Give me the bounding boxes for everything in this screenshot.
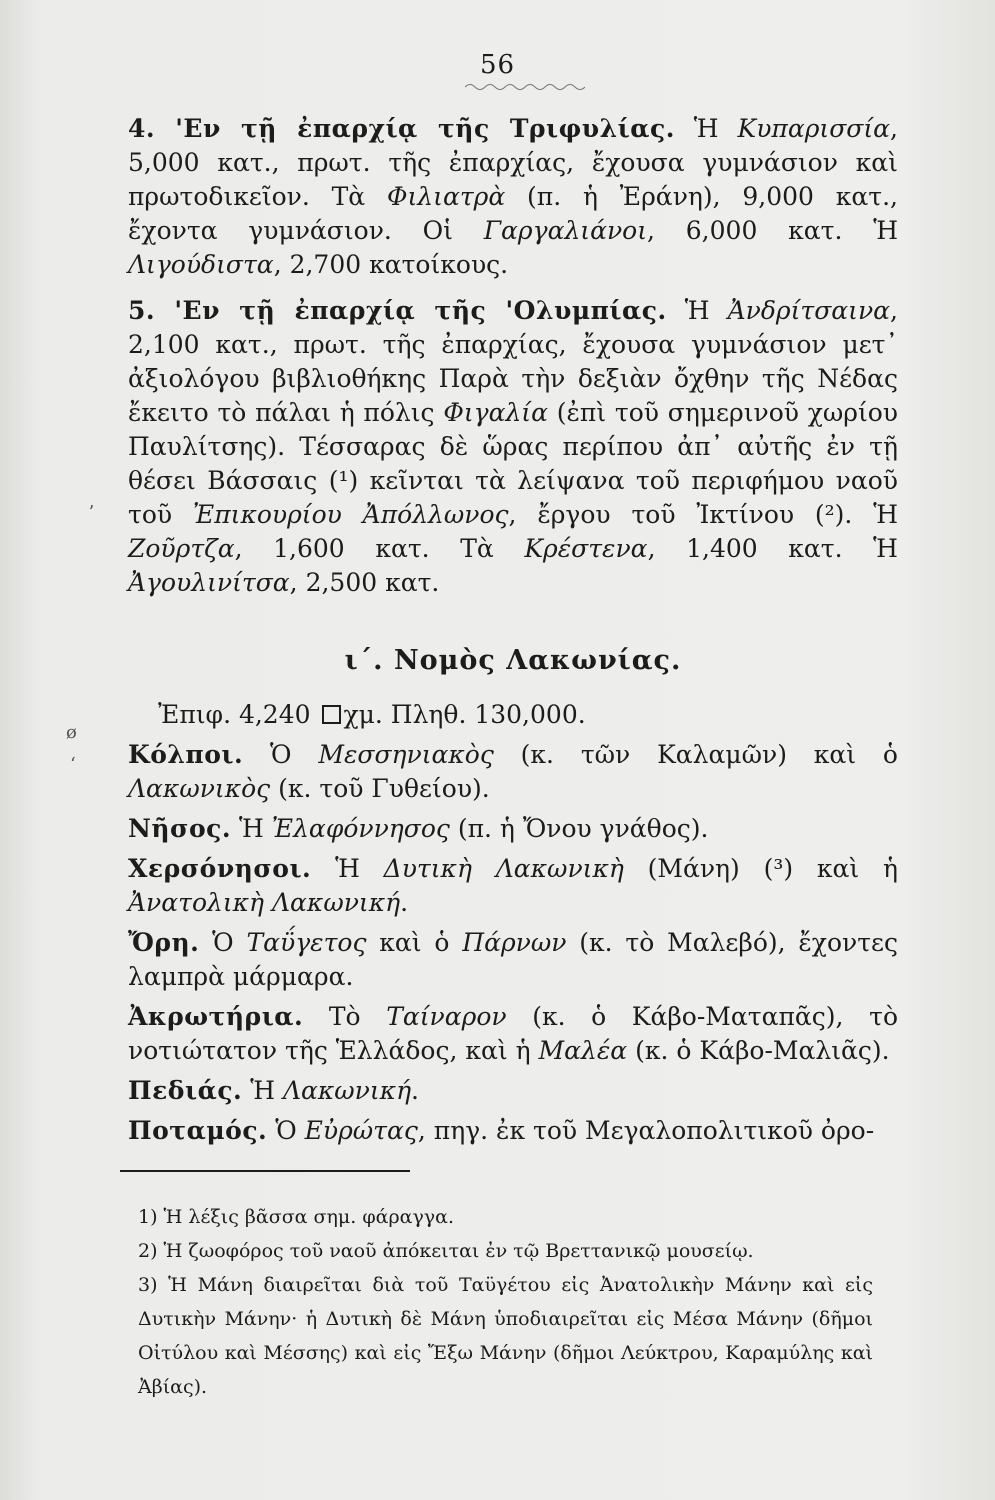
margin-mark: ʻ [70,754,76,775]
text-run: Ἡ [242,1076,283,1105]
footnotes [138,1200,873,1404]
text-run: Ἡ [674,114,738,143]
text-run: Ὁ [267,1116,305,1145]
topic-entry [128,812,898,846]
footnote: 3) Ἡ Μάνη διαιρεῖται διὰ τοῦ Ταϋγέτου εἰς Ἀνατολικὴν Μάνην καὶ εἰς Δυτικὴν Μάνην· ἡ Δυτικὴ δὲ Μάνη ὑποδιαιρεῖται εἰς Μέσα Μάνην (δῆμοι Οἰτύλου καὶ Μέσσης) καὶ εἰς Ἔξω Μάνην (δῆμοι Λεύκτρου, Καραμύλης καὶ Ἀβίας). [138,1274,873,1398]
italic-name: Ἀνατολικὴ Λακωνική [128,888,401,917]
paragraphs [128,112,898,600]
topic-heading: Νῆσος. [128,814,232,843]
paragraph-number: 5. [128,296,175,325]
topic-entry [128,738,898,806]
topic-heading: Χερσόνησοι. [128,854,312,883]
topic-heading: Κόλποι. [128,740,244,769]
italic-name: Λιγούδιστα [128,250,274,279]
paragraph [128,112,898,282]
italic-name: Λακωνικὸς [128,774,271,803]
italic-name: Φιλιατρὰ [387,182,506,211]
italic-name: Φιγαλία [443,398,548,427]
footnote-divider [120,1170,410,1172]
main-text [128,112,898,1148]
text-run: (κ. τὸ Μαλεβό), ἔχοντες λαμπρὰ μάρμαρα. [128,928,898,991]
italic-name: Πάρνων [462,928,567,957]
italic-name: Κυπαρισσία [737,114,891,143]
paragraph-heading: 'Εν τῇ ἐπαρχίᾳ τῆς 'Ολυμπίας. [174,296,667,325]
topic-entry [128,926,898,994]
italic-name: Ἀνδρίτσαινα [727,296,891,325]
text-run: καὶ ὁ [366,928,463,957]
text-run: , 2,700 κατοίκους. [273,250,509,279]
footnote: 2) Ἡ ζωοφόρος τοῦ ναοῦ ἀπόκειται ἐν τῷ Βρεττανικῷ μουσείῳ. [138,1240,754,1262]
area-suffix: χμ. Πληθ. 130,000. [343,700,586,729]
italic-name: Μαλέα [538,1036,628,1065]
topic-heading: Πεδιάς. [128,1076,243,1105]
italic-name: Ἐλαφόννησος [271,814,450,843]
area-prefix: Ἐπιφ. 4,240 [158,700,311,729]
text-run: , 1,600 κατ. Τὰ [234,534,525,563]
text-run: , 1,400 κατ. Ἡ [647,534,898,563]
topic-entry [128,852,898,920]
page-number: 56 [479,50,516,80]
text-run: (κ. τοῦ Γυθείου). [270,774,490,803]
text-run: (κ. ὁ Κάβο-Μαλιᾶς). [627,1036,890,1065]
text-run: , ἔργου τοῦ Ἰκτίνου (²). Ἡ [508,500,898,529]
italic-name: Ζοῦρτζα [128,534,235,563]
italic-name: Λακωνική [282,1076,412,1105]
topic-entry [128,1000,898,1068]
topic-heading: Ἀκρωτήρια. [128,1002,304,1031]
text-run: Ἡ [311,854,384,883]
text-run: , 2,500 κατ. [289,568,440,597]
section-title: ι΄. Νομὸς Λακωνίας. [344,645,682,676]
italic-name: Ταίναρον [386,1002,507,1031]
paragraph-number: 4. [128,114,176,143]
text-run: (π. ἡ Ἐράνη), 9,000 κατ., ἔχοντα γυμνάσιον. Οἱ [128,182,898,245]
topic-entry [128,1114,898,1148]
text-run: Ἡ [666,296,728,325]
italic-name: Εὐρώτας [304,1116,418,1145]
text-run: . [400,888,409,917]
italic-name: Μεσσηνιακὸς [318,740,494,769]
text-run: (κ. ὁ Κάβο-Ματαπᾶς), τὸ νοτιώτατον τῆς Ἑλλάδος, καὶ ἡ [128,1002,898,1065]
text-run: , 2,100 κατ., πρωτ. τῆς ἐπαρχίας, ἔχουσα γυμνάσιον μετ᾽ ἀξιολόγου βιβλιοθήκης Παρὰ τὴν δεξιὰν ὄχθην τῆς Νέδας ἔκειτο τὸ πάλαι ἡ πόλις [128,296,898,427]
paragraph-heading: 'Εν τῇ ἐπαρχίᾳ τῆς Τριφυλίας. [175,114,675,143]
text-run: , πηγ. ἐκ τοῦ Μεγαλοπολιτικοῦ ὀρο- [417,1116,875,1145]
area-population-line [158,698,898,732]
text-run: , 6,000 κατ. Ἡ [647,216,898,245]
topic-entry [128,1074,898,1108]
text-run: (ἐπὶ τοῦ σημερινοῦ χωρίου Παυλίτσης). Τέσσαρας δὲ ὥρας περίπου ἀπ᾽ αὐτῆς ἐν τῇ θέσει Βάσσαις (¹) κεῖνται τὰ λείψανα τοῦ περιφήμου ναοῦ τοῦ [128,398,898,529]
text-run: . [411,1076,419,1105]
italic-name: Δυτικὴ Λακωνικὴ [383,854,624,883]
paragraph [128,294,898,600]
margin-mark: ʼ [88,502,94,523]
text-run: (Μάνη) (³) καὶ ἡ [623,854,898,883]
square-unit-icon [322,705,341,724]
italic-name: Κρέστενα [524,534,648,563]
italic-name: Ταΰγετος [246,928,367,957]
italic-name: Ἐπικουρίου Ἀπόλλωνος [192,500,509,529]
italic-name: Ἀγουλινίτσα [128,568,290,597]
wavy-ornament [465,82,585,92]
topic-list [128,738,898,1148]
italic-name: Γαργαλιάνοι [483,216,648,245]
footnote: 1) Ἡ λέξις βᾶσσα σημ. φάραγγα. [138,1206,455,1228]
text-run: Ὁ [199,928,247,957]
text-run: , 5,000 κατ., πρωτ. τῆς ἐπαρχίας, ἔχουσα γυμνάσιον καὶ πρωτοδικεῖον. Τὰ [128,114,898,211]
text-run: Ὁ [243,740,319,769]
topic-heading: Ποταμός. [128,1116,268,1145]
margin-mark: ø [66,722,77,743]
text-run: Τὸ [303,1002,387,1031]
text-run: Ἡ [231,814,272,843]
text-run: (κ. τῶν Καλαμῶν) καὶ ὁ [493,740,898,769]
topic-heading: Ὄρη. [128,928,200,957]
text-run: (π. ἡ Ὄνου γνάθος). [449,814,709,843]
